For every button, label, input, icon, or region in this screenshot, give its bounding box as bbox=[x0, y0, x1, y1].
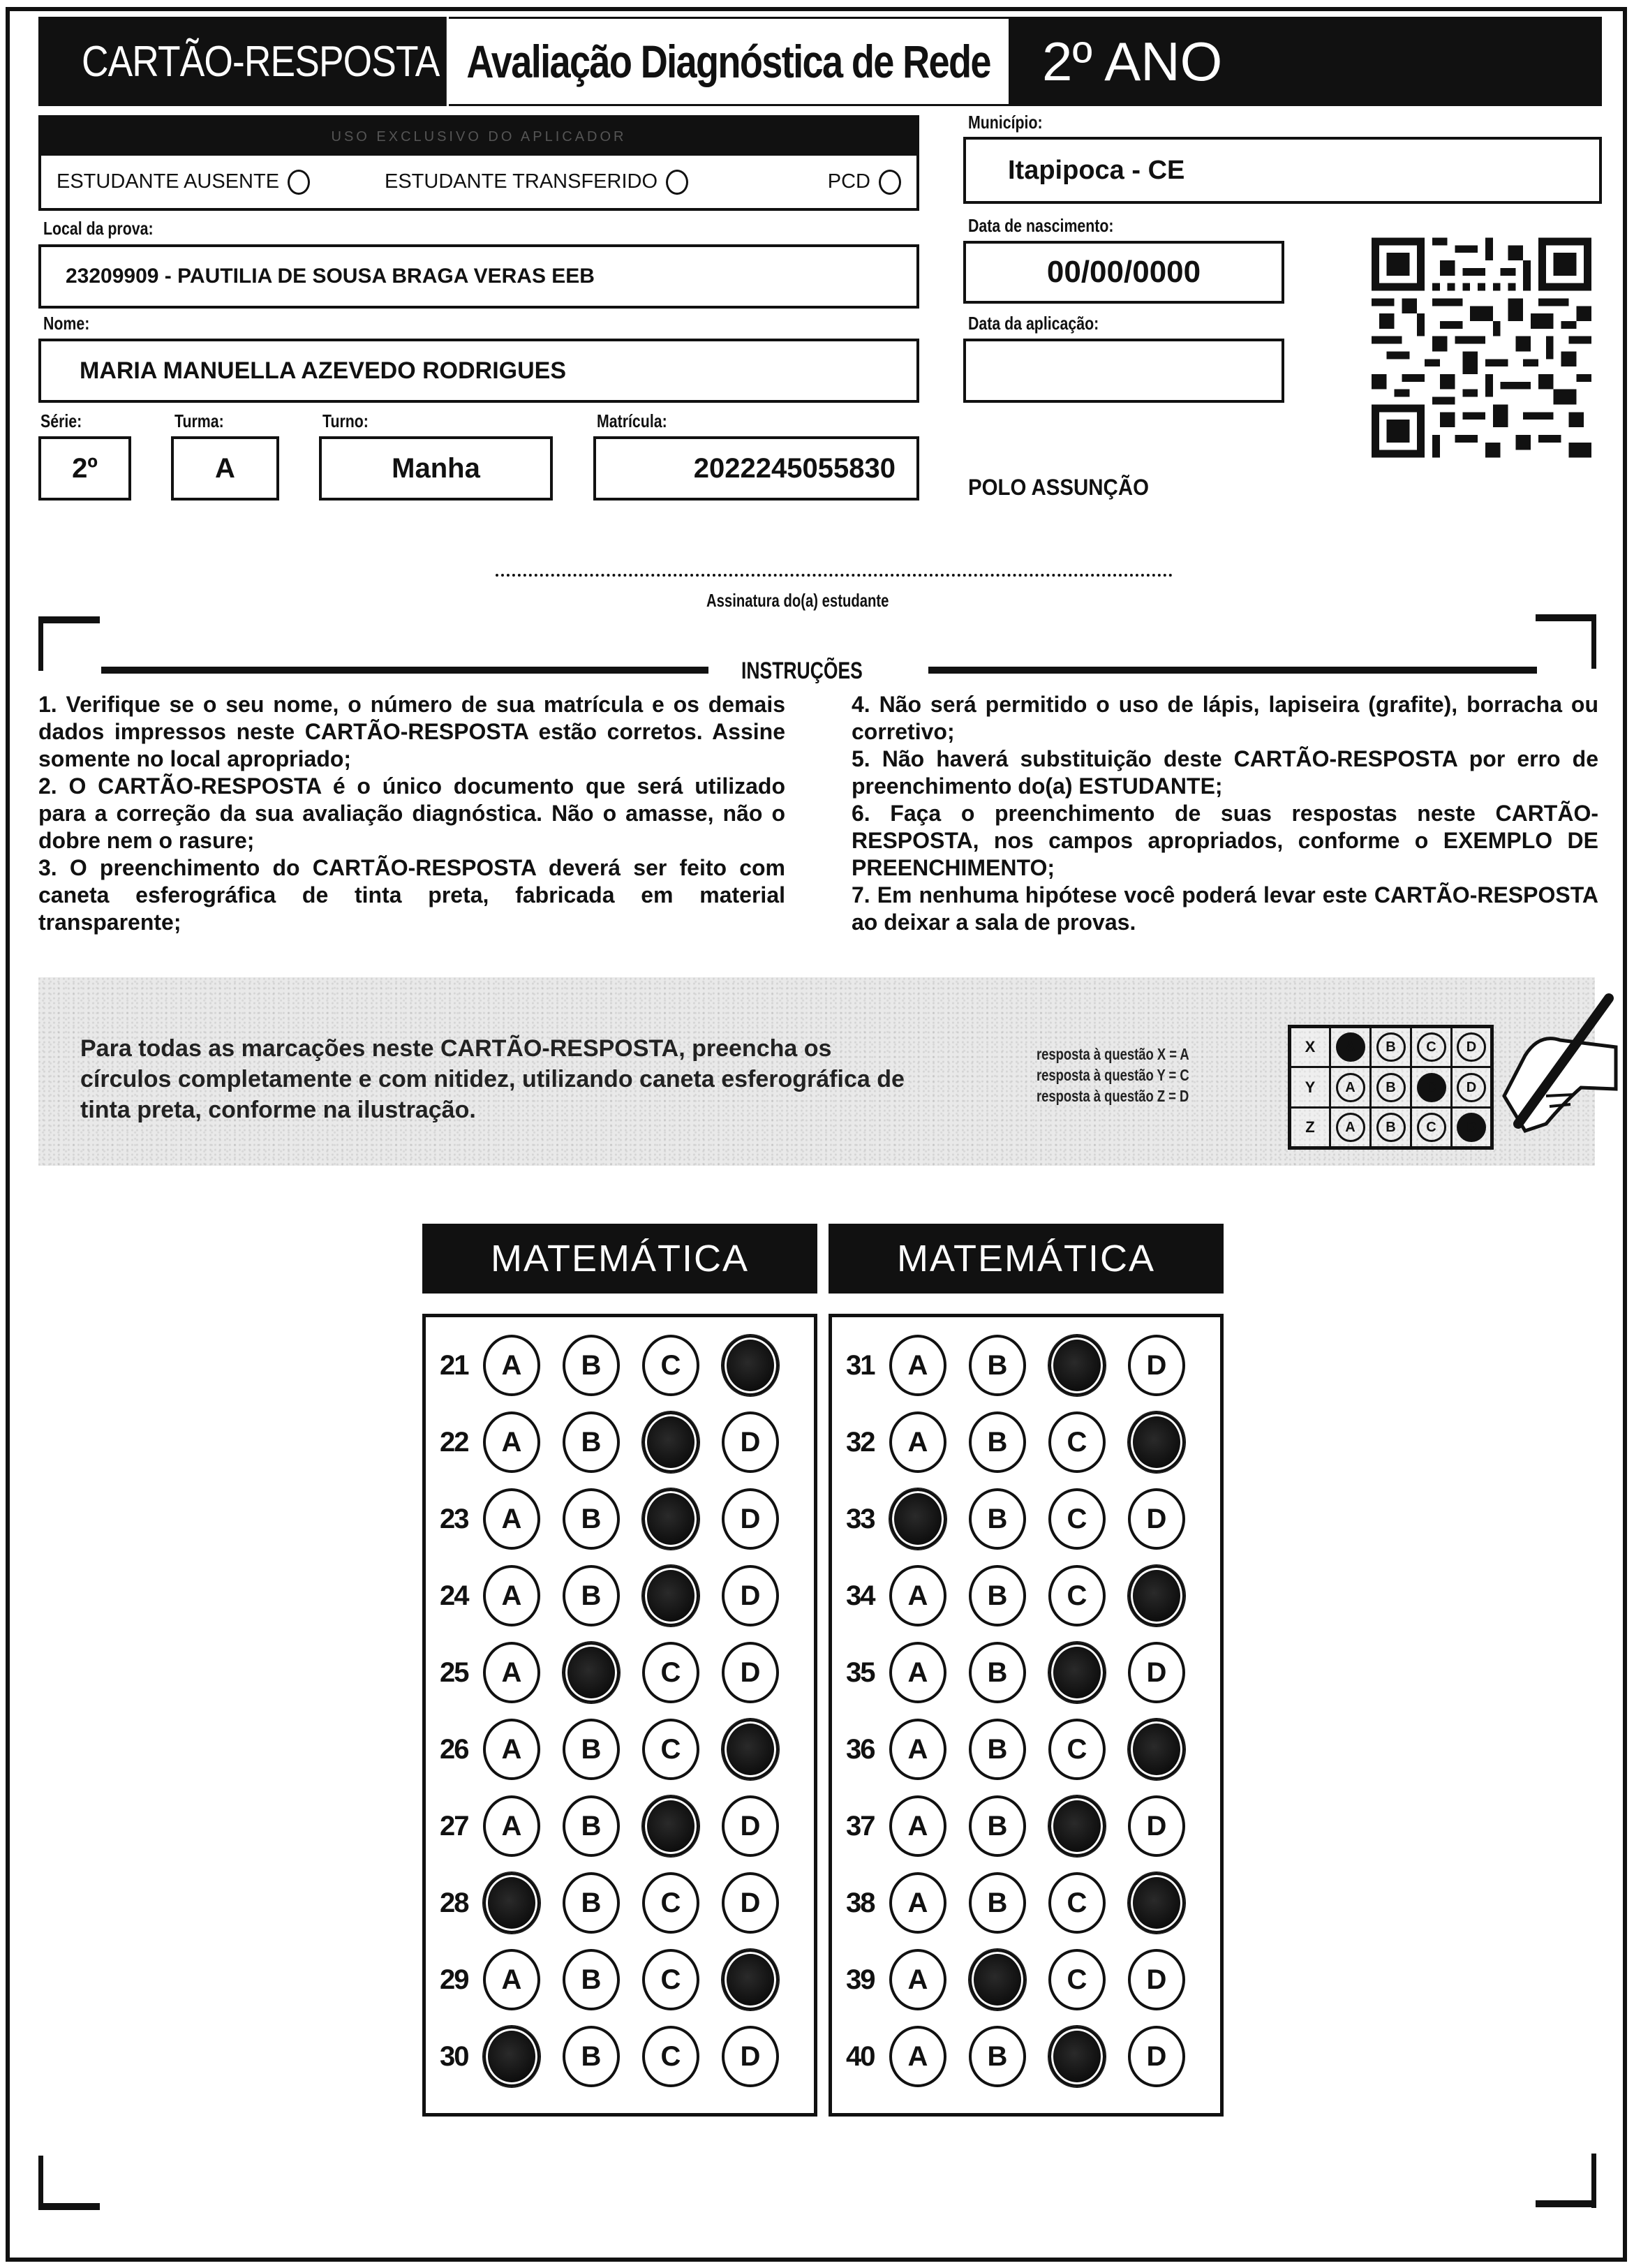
example-row-z bbox=[1290, 1108, 1492, 1148]
subject-header-left bbox=[422, 1224, 817, 1294]
subject-header-right bbox=[829, 1224, 1224, 1294]
turno-value: Manha bbox=[392, 452, 480, 484]
instruction-item: 7. Em nenhuma hipótese você poderá levar este CARTÃO-RESPOSTA ao deixar a sala de provas. bbox=[852, 882, 1598, 935]
answer-bubble-b[interactable]: B bbox=[969, 1565, 1026, 1626]
polo-label: POLO ASSUNÇÃO bbox=[968, 475, 1149, 500]
instruction-item: 1. Verifique se o seu nome, o número de sua matrícula e os demais dados impressos neste CARTÃO-RESPOSTA estão corretos. Assine somente no local apropriado; bbox=[38, 692, 785, 771]
question-number: 31 bbox=[846, 1349, 875, 1381]
answer-bubble-a[interactable]: A bbox=[483, 1565, 540, 1626]
legend-line: resposta à questão Z = D bbox=[1037, 1087, 1189, 1105]
answer-bubble-c[interactable]: C bbox=[642, 1642, 699, 1703]
example-bubble: D bbox=[1457, 1073, 1486, 1102]
card-title bbox=[38, 17, 447, 106]
example-bubble: C bbox=[1417, 1032, 1446, 1062]
aplicador-strip: USO EXCLUSIVO DO APLICADOR bbox=[41, 118, 916, 156]
legend-line: resposta à questão Y = C bbox=[1037, 1066, 1189, 1084]
question-number: 21 bbox=[440, 1349, 468, 1381]
answer-bubble-a[interactable]: A bbox=[889, 1335, 946, 1396]
answer-bubble-c-filled[interactable] bbox=[642, 1411, 699, 1473]
instruction-item: 4. Não será permitido o uso de lápis, lapiseira (grafite), borracha ou corretivo; bbox=[852, 692, 1598, 744]
answer-bubble-a[interactable]: A bbox=[483, 1411, 540, 1473]
data-nascimento-label: Data de nascimento: bbox=[968, 215, 1114, 236]
answer-bubble-c[interactable]: C bbox=[642, 1949, 699, 2010]
answer-bubble-a[interactable]: A bbox=[889, 1949, 946, 2010]
example-bubble-filled: C bbox=[1417, 1073, 1446, 1102]
question-number: 38 bbox=[846, 1887, 875, 1918]
answer-bubble-d[interactable]: D bbox=[722, 1565, 779, 1626]
fill-example-grid bbox=[1288, 1025, 1494, 1150]
example-bubble: B bbox=[1376, 1032, 1406, 1062]
answer-bubble-d[interactable]: D bbox=[722, 1488, 779, 1550]
nome-value: MARIA MANUELLA AZEVEDO RODRIGUES bbox=[80, 357, 566, 384]
turno-field bbox=[319, 436, 553, 501]
example-bubble-filled: A bbox=[1336, 1032, 1365, 1062]
municipio-label: Município: bbox=[968, 112, 1043, 133]
answer-bubble-c-filled[interactable] bbox=[1048, 1642, 1106, 1703]
answer-bubble-c[interactable]: C bbox=[1048, 1488, 1106, 1550]
card-title-text: CARTÃO-RESPOSTA bbox=[81, 37, 440, 86]
question-row-24 bbox=[440, 1565, 801, 1626]
answer-bubble-c-filled[interactable] bbox=[642, 1795, 699, 1857]
answer-bubble-c-filled[interactable] bbox=[642, 1488, 699, 1550]
fill-example-legend bbox=[1037, 1044, 1189, 1106]
answer-bubble-a[interactable]: A bbox=[889, 1565, 946, 1626]
answer-bubble-d[interactable]: D bbox=[1128, 2026, 1185, 2087]
answer-bubble-a[interactable]: A bbox=[483, 1949, 540, 2010]
instruction-item: 6. Faça o preenchimento de suas respostas neste CARTÃO-RESPOSTA, nos campos apropriados, conforme o EXEMPLO DE PREENCHIMENTO; bbox=[852, 801, 1598, 880]
turma-label: Turma: bbox=[174, 410, 224, 431]
example-row-y bbox=[1290, 1067, 1492, 1108]
question-row-26 bbox=[440, 1719, 801, 1780]
radio-bubble[interactable] bbox=[288, 170, 310, 195]
grade-title bbox=[1009, 17, 1602, 106]
question-row-39 bbox=[846, 1949, 1208, 2010]
answer-bubble-b[interactable]: B bbox=[563, 2026, 620, 2087]
question-row-21 bbox=[440, 1335, 801, 1396]
question-number: 27 bbox=[440, 1810, 468, 1841]
local-prova-field bbox=[38, 244, 919, 309]
answer-bubble-c[interactable]: C bbox=[1048, 1872, 1106, 1934]
question-row-35 bbox=[846, 1642, 1208, 1703]
fill-example-band bbox=[38, 977, 1595, 1166]
answer-bubble-a[interactable]: A bbox=[889, 2026, 946, 2087]
aplicador-box bbox=[38, 115, 919, 211]
question-number: 34 bbox=[846, 1580, 875, 1611]
evaluation-title bbox=[449, 17, 1009, 106]
answer-bubble-d-filled[interactable] bbox=[1128, 1411, 1185, 1473]
question-row-37 bbox=[846, 1795, 1208, 1857]
answer-bubble-c-filled[interactable] bbox=[1048, 1795, 1106, 1857]
instructions-left-column bbox=[38, 691, 785, 936]
answer-bubble-c-filled[interactable] bbox=[1048, 1335, 1106, 1396]
option-estudante-ausente[interactable] bbox=[57, 170, 385, 195]
answer-bubble-d-filled[interactable] bbox=[722, 1949, 779, 2010]
instruction-item: 2. O CARTÃO-RESPOSTA é o único documento que será utilizado para a correção da sua avaliação diagnóstica. Não o amasse, não o dobre nem o rasure; bbox=[38, 773, 785, 853]
answer-bubble-d-filled[interactable] bbox=[722, 1335, 779, 1396]
answer-bubble-b-filled[interactable] bbox=[969, 1949, 1026, 2010]
answer-bubble-c[interactable]: C bbox=[642, 1335, 699, 1396]
answer-bubble-c-filled[interactable] bbox=[1048, 2026, 1106, 2087]
radio-bubble[interactable] bbox=[666, 170, 688, 195]
answer-bubble-b[interactable]: B bbox=[563, 1719, 620, 1780]
answer-bubble-b[interactable]: B bbox=[969, 1642, 1026, 1703]
instructions-rule-right bbox=[928, 667, 1537, 674]
question-row-32 bbox=[846, 1411, 1208, 1473]
answer-bubble-a-filled[interactable] bbox=[483, 2026, 540, 2087]
answer-bubble-d-filled[interactable] bbox=[1128, 1719, 1185, 1780]
answer-bubble-d[interactable]: D bbox=[722, 2026, 779, 2087]
serie-label: Série: bbox=[40, 410, 82, 431]
question-row-28 bbox=[440, 1872, 801, 1934]
answer-bubble-b[interactable]: B bbox=[969, 1335, 1026, 1396]
answer-bubble-c[interactable]: C bbox=[1048, 1719, 1106, 1780]
data-nascimento-value: 00/00/0000 bbox=[1046, 255, 1201, 289]
matricula-value: 2022245055830 bbox=[693, 452, 896, 484]
answer-bubble-c[interactable]: C bbox=[642, 1872, 699, 1934]
question-number: 40 bbox=[846, 2040, 875, 2072]
answer-bubble-b[interactable]: B bbox=[969, 1719, 1026, 1780]
nome-field bbox=[38, 339, 919, 403]
question-number: 29 bbox=[440, 1964, 468, 1995]
question-number: 30 bbox=[440, 2040, 468, 2072]
example-bubble: A bbox=[1336, 1073, 1365, 1102]
example-bubble: D bbox=[1457, 1032, 1486, 1062]
question-row-25 bbox=[440, 1642, 801, 1703]
example-row-x bbox=[1290, 1027, 1492, 1067]
radio-bubble[interactable] bbox=[879, 170, 901, 195]
option-estudante-transferido[interactable] bbox=[385, 170, 803, 195]
answer-bubble-d-filled[interactable] bbox=[1128, 1565, 1185, 1626]
answer-bubble-d[interactable]: D bbox=[1128, 1949, 1185, 2010]
answer-bubble-d[interactable]: D bbox=[1128, 1335, 1185, 1396]
instruction-item: 5. Não haverá substituição deste CARTÃO-RESPOSTA por erro de preenchimento do(a) ESTUDANTE; bbox=[852, 746, 1598, 799]
answer-bubble-d[interactable]: D bbox=[1128, 1488, 1185, 1550]
example-row-label: X bbox=[1290, 1027, 1330, 1067]
legend-line: resposta à questão X = A bbox=[1037, 1045, 1189, 1063]
answer-bubble-a[interactable]: A bbox=[483, 1488, 540, 1550]
question-number: 33 bbox=[846, 1503, 875, 1534]
answer-bubble-a[interactable]: A bbox=[889, 1872, 946, 1934]
answer-bubble-b[interactable]: B bbox=[969, 1795, 1026, 1857]
answer-bubble-d-filled[interactable] bbox=[1128, 1872, 1185, 1934]
answer-bubble-a[interactable]: A bbox=[483, 1719, 540, 1780]
question-number: 25 bbox=[440, 1656, 468, 1688]
answer-grid-right bbox=[829, 1314, 1224, 2117]
answer-bubble-a[interactable]: A bbox=[483, 1642, 540, 1703]
question-number: 36 bbox=[846, 1733, 875, 1765]
question-row-22 bbox=[440, 1411, 801, 1473]
answer-bubble-b[interactable]: B bbox=[563, 1949, 620, 2010]
example-bubble: A bbox=[1336, 1113, 1365, 1142]
question-row-27 bbox=[440, 1795, 801, 1857]
answer-bubble-a[interactable]: A bbox=[483, 1335, 540, 1396]
answer-bubble-b[interactable]: B bbox=[969, 2026, 1026, 2087]
example-row-label: Y bbox=[1290, 1067, 1330, 1108]
example-bubble: B bbox=[1376, 1113, 1406, 1142]
instructions-rule-left bbox=[101, 667, 708, 674]
question-number: 28 bbox=[440, 1887, 468, 1918]
municipio-field bbox=[963, 137, 1602, 204]
signature-caption: Assinatura do(a) estudante bbox=[706, 590, 889, 611]
question-number: 26 bbox=[440, 1733, 468, 1765]
instructions-right-column bbox=[852, 691, 1598, 936]
question-number: 22 bbox=[440, 1426, 468, 1458]
answer-bubble-d[interactable]: D bbox=[722, 1795, 779, 1857]
answer-bubble-b[interactable]: B bbox=[563, 1411, 620, 1473]
question-row-33 bbox=[846, 1488, 1208, 1550]
instructions-title: INSTRUÇÕES bbox=[741, 658, 863, 684]
answer-bubble-d[interactable]: D bbox=[1128, 1795, 1185, 1857]
answer-bubble-a-filled[interactable] bbox=[483, 1872, 540, 1934]
question-number: 32 bbox=[846, 1426, 875, 1458]
answer-bubble-a[interactable]: A bbox=[889, 1411, 946, 1473]
matricula-label: Matrícula: bbox=[597, 410, 667, 431]
answer-bubble-a[interactable]: A bbox=[889, 1795, 946, 1857]
question-number: 37 bbox=[846, 1810, 875, 1841]
turno-label: Turno: bbox=[322, 410, 369, 431]
question-row-36 bbox=[846, 1719, 1208, 1780]
data-aplicacao-label: Data da aplicação: bbox=[968, 313, 1099, 334]
option-pcd[interactable] bbox=[828, 170, 901, 195]
answer-bubble-a-filled[interactable] bbox=[889, 1488, 946, 1550]
grade-title-text: 2º ANO bbox=[1042, 30, 1223, 92]
answer-bubble-b[interactable]: B bbox=[969, 1872, 1026, 1934]
data-nascimento-field bbox=[963, 241, 1284, 304]
answer-bubble-c[interactable]: C bbox=[1048, 1949, 1106, 2010]
fill-example-text: Para todas as marcações neste CARTÃO-RESPOSTA, preencha os círculos completamente e com nitidez, utilizando caneta esferográfica de tinta preta, conforme na ilustração. bbox=[80, 1035, 905, 1123]
answer-bubble-b[interactable]: B bbox=[563, 1872, 620, 1934]
answer-bubble-d[interactable]: D bbox=[722, 1642, 779, 1703]
answer-bubble-b[interactable]: B bbox=[563, 1335, 620, 1396]
answer-grid-left bbox=[422, 1314, 817, 2117]
answer-bubble-b-filled[interactable] bbox=[563, 1642, 620, 1703]
answer-bubble-c[interactable]: C bbox=[1048, 1565, 1106, 1626]
turma-value: A bbox=[215, 452, 235, 484]
answer-bubble-b[interactable]: B bbox=[563, 1488, 620, 1550]
municipio-value: Itapipoca - CE bbox=[1008, 155, 1185, 185]
answer-bubble-b[interactable]: B bbox=[563, 1795, 620, 1857]
hand-with-pen-icon bbox=[1497, 991, 1623, 1152]
serie-field bbox=[38, 436, 131, 501]
question-row-40 bbox=[846, 2026, 1208, 2087]
question-number: 39 bbox=[846, 1964, 875, 1995]
local-prova-value: 23209909 - PAUTILIA DE SOUSA BRAGA VERAS EEB bbox=[66, 265, 595, 288]
instruction-item: 3. O preenchimento do CARTÃO-RESPOSTA deverá ser feito com caneta esferográfica de tinta preta, fabricada em material transparente; bbox=[38, 855, 785, 935]
turma-field bbox=[171, 436, 279, 501]
serie-value: 2º bbox=[72, 452, 98, 484]
qr-code bbox=[1372, 236, 1591, 459]
answer-bubble-d[interactable]: D bbox=[722, 1872, 779, 1934]
question-row-30 bbox=[440, 2026, 801, 2087]
answer-bubble-d[interactable]: D bbox=[1128, 1642, 1185, 1703]
question-row-31 bbox=[846, 1335, 1208, 1396]
nome-label: Nome: bbox=[43, 313, 90, 334]
matricula-field bbox=[593, 436, 919, 501]
question-number: 24 bbox=[440, 1580, 468, 1611]
evaluation-title-text: Avaliação Diagnóstica de Rede bbox=[466, 36, 991, 87]
option-label: ESTUDANTE TRANSFERIDO bbox=[385, 170, 658, 193]
question-row-23 bbox=[440, 1488, 801, 1550]
answer-bubble-d[interactable]: D bbox=[722, 1411, 779, 1473]
answer-bubble-a[interactable]: A bbox=[483, 1795, 540, 1857]
answer-bubble-d-filled[interactable] bbox=[722, 1719, 779, 1780]
data-aplicacao-field[interactable] bbox=[963, 339, 1284, 403]
answer-bubble-a[interactable]: A bbox=[889, 1719, 946, 1780]
example-bubble-filled: D bbox=[1457, 1113, 1486, 1142]
answer-bubble-a[interactable]: A bbox=[889, 1642, 946, 1703]
answer-bubble-c[interactable]: C bbox=[642, 2026, 699, 2087]
option-label: PCD bbox=[827, 170, 870, 193]
answer-bubble-c-filled[interactable] bbox=[642, 1565, 699, 1626]
answer-bubble-b[interactable]: B bbox=[969, 1411, 1026, 1473]
answer-bubble-b[interactable]: B bbox=[969, 1488, 1026, 1550]
option-label: ESTUDANTE AUSENTE bbox=[57, 170, 280, 193]
question-number: 35 bbox=[846, 1656, 875, 1688]
question-number: 23 bbox=[440, 1503, 468, 1534]
question-row-38 bbox=[846, 1872, 1208, 1934]
answer-bubble-c[interactable]: C bbox=[642, 1719, 699, 1780]
local-prova-label: Local da prova: bbox=[43, 218, 154, 239]
signature-line[interactable] bbox=[496, 574, 1173, 577]
example-bubble: C bbox=[1417, 1113, 1446, 1142]
answer-bubble-c[interactable]: C bbox=[1048, 1411, 1106, 1473]
subject-header-text: MATEMÁTICA bbox=[491, 1238, 749, 1280]
answer-bubble-b[interactable]: B bbox=[563, 1565, 620, 1626]
subject-header-text: MATEMÁTICA bbox=[897, 1238, 1155, 1280]
example-bubble: B bbox=[1376, 1073, 1406, 1102]
example-row-label: Z bbox=[1290, 1108, 1330, 1148]
question-row-29 bbox=[440, 1949, 801, 2010]
question-row-34 bbox=[846, 1565, 1208, 1626]
